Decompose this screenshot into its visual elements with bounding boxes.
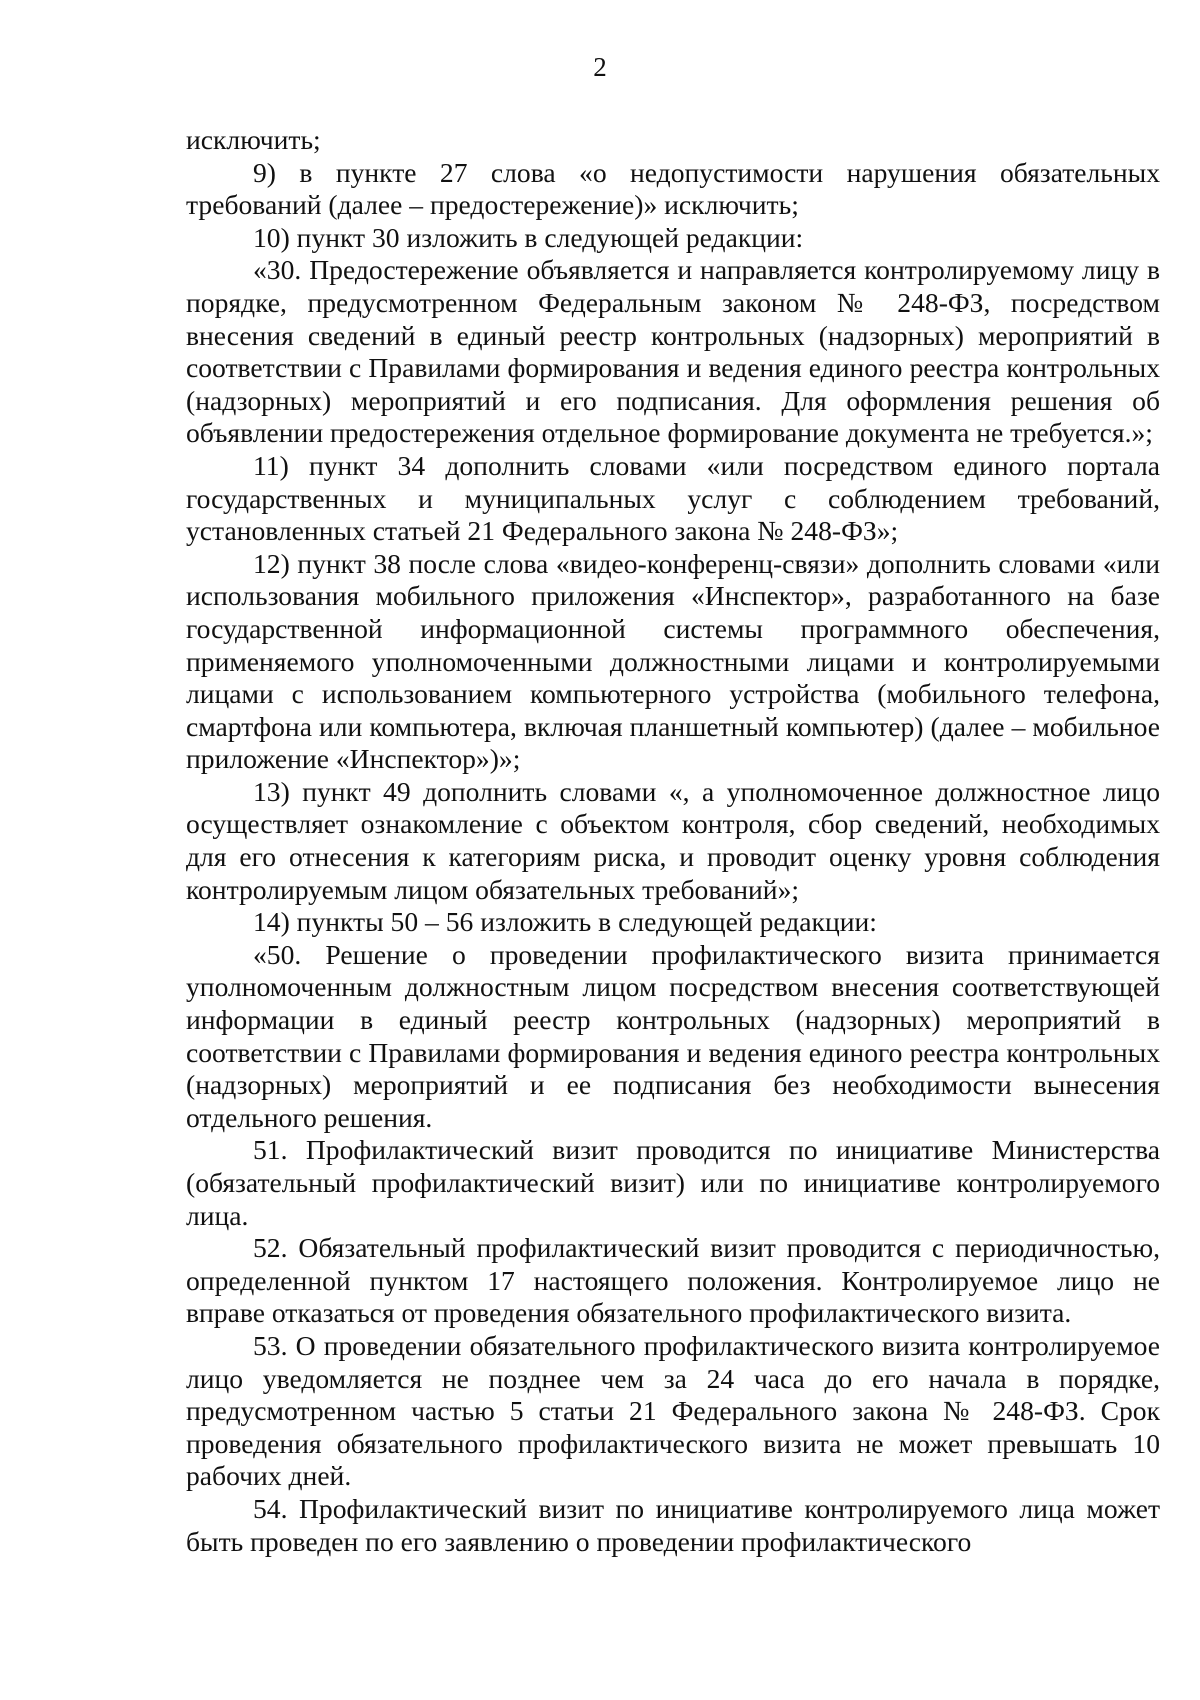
page-number: 2	[593, 52, 607, 82]
paragraph-item-10: 10) пункт 30 изложить в следующей редакции:	[253, 221, 804, 253]
paragraph-item-14: 14) пункты 50 – 56 изложить в следующей редакции:	[253, 906, 877, 938]
paragraph-clause-53: 53. О проведении обязательного профилактического визита контролируемое лицо уведомляется не позднее чем за 24 часа до его начала в порядке, предусмотренном частью 5 статьи 21 Федерального закона № 248-ФЗ. Срок проведения обязательного профилактического визита не может превышать 10 рабочих дней.	[186, 1329, 1160, 1492]
document-body	[186, 124, 1160, 1558]
paragraph-clause-50: «50. Решение о проведении профилактического визита принимается уполномоченным должностным лицом посредством внесения соответствующей информации в единый реестр контрольных (надзорных) мероприятий в соответствии с Правилами формирования и ведения единого реестра контрольных (надзорных) мероприятий и ее подписания без необходимости вынесения отдельного решения.	[186, 938, 1160, 1133]
paragraph-clause-30: «30. Предостережение объявляется и направляется контролируемому лицу в порядке, предусмотренном Федеральным законом № 248-ФЗ, посредством внесения сведений в единый реестр контрольных (надзорных) мероприятий в соответствии с Правилами формирования и ведения единого реестра контрольных (надзорных) мероприятий и его подписания. Для оформления решения об объявлении предостережения отдельное формирование документа не требуется.»;	[186, 254, 1160, 449]
paragraph-item-12: 12) пункт 38 после слова «видео-конференц-связи» дополнить словами «или использования мобильного приложения «Инспектор», разработанного на базе государственной информационной системы программного обеспечения, применяемого уполномоченными должностными лицами и контролируемыми лицами с использованием компьютерного устройства (мобильного телефона, смартфона или компьютера, включая планшетный компьютер) (далее – мобильное приложение «Инспектор»)»;	[186, 547, 1160, 775]
paragraph-item-11: 11) пункт 34 дополнить словами «или посредством единого портала государственных и муниципальных услуг с соблюдением требований, установленных статьей 21 Федерального закона № 248-ФЗ»;	[186, 449, 1160, 547]
paragraph-clause-52: 52. Обязательный профилактический визит проводится с периодичностью, определенной пунктом 17 настоящего положения. Контролируемое лицо не вправе отказаться от проведения обязательного профилактического визита.	[186, 1232, 1160, 1329]
paragraph-continuation: исключить;	[186, 124, 321, 155]
paragraph-item-13: 13) пункт 49 дополнить словами «, а уполномоченное должностное лицо осуществляет ознакомление с объектом контроля, сбор сведений, необходимых для его отнесения к категориям риска, и проводит оценку уровня соблюдения контролируемым лицом обязательных требований»;	[186, 775, 1160, 905]
paragraph-item-9: 9) в пункте 27 слова «о недопустимости нарушения обязательных требований (далее – предостережение)» исключить;	[186, 156, 1160, 221]
paragraph-clause-51: 51. Профилактический визит проводится по инициативе Министерства (обязательный профилактический визит) или по инициативе контролируемого лица.	[186, 1134, 1160, 1231]
paragraph-clause-54: 54. Профилактический визит по инициативе контролируемого лица может быть проведен по его заявлению о проведении профилактического	[186, 1492, 1160, 1557]
